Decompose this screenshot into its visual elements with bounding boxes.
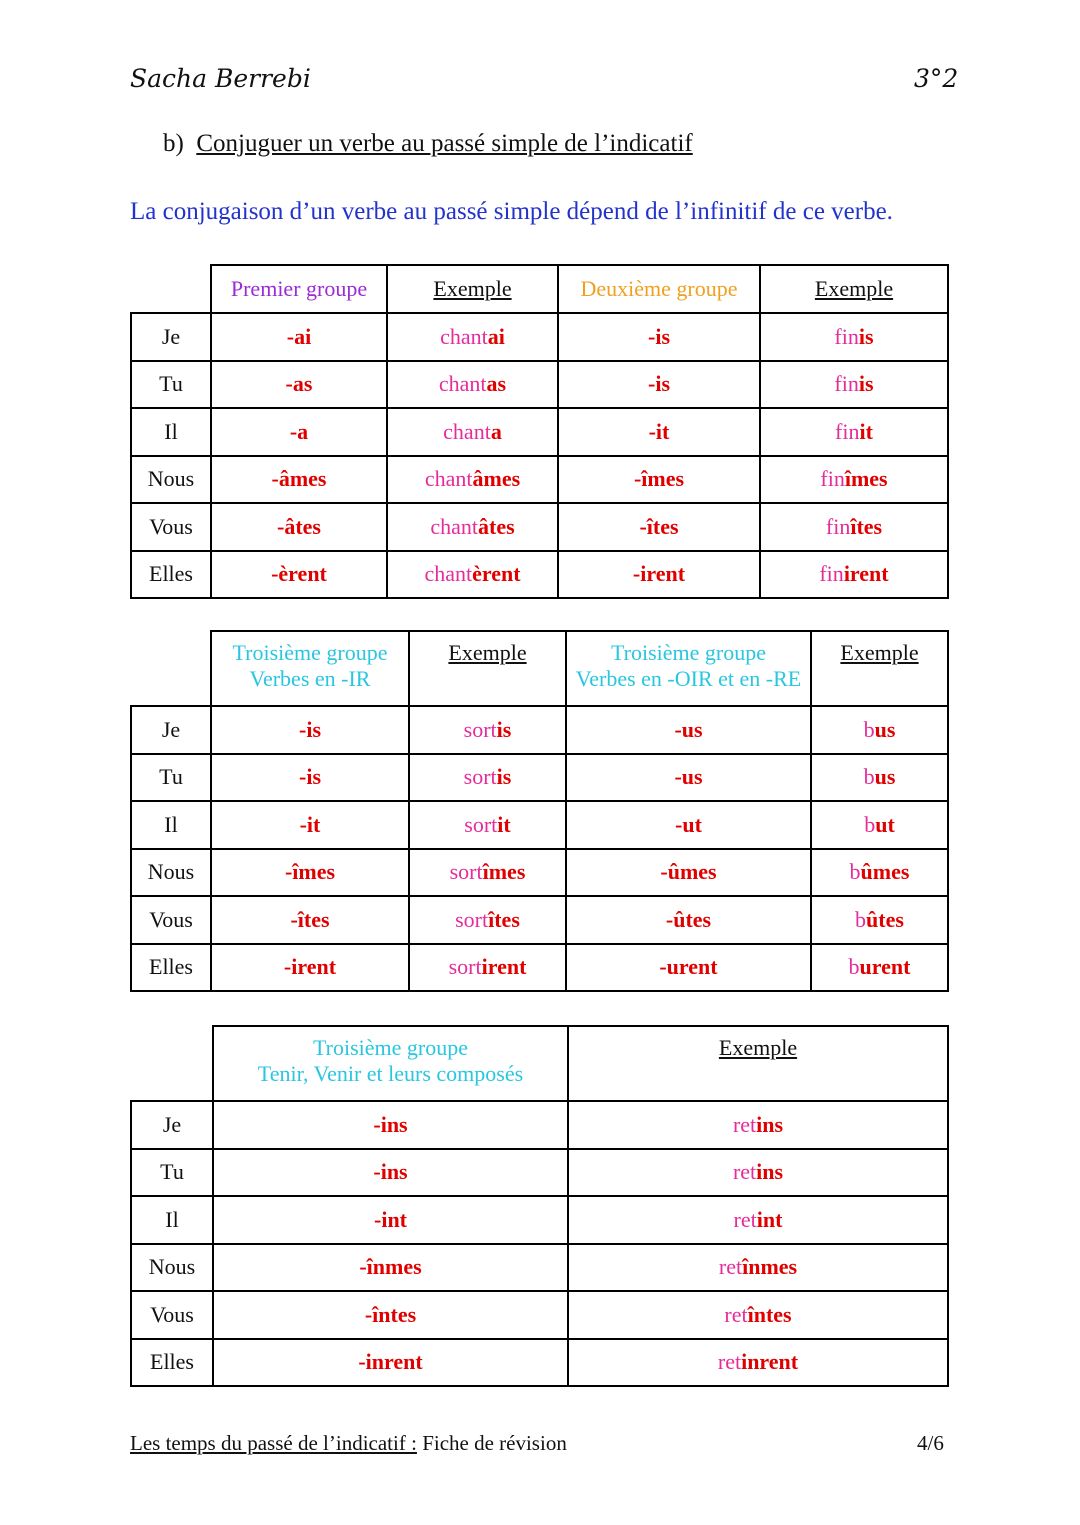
table-row (131, 944, 948, 992)
table-row (131, 1339, 948, 1387)
example-cell (409, 944, 566, 992)
author-name: Sacha Berrebi (130, 64, 311, 93)
example-ending: is (858, 371, 874, 397)
table-row (131, 1244, 948, 1292)
example-stem: b (849, 859, 861, 885)
example-cell (409, 754, 566, 802)
pronoun-cell: Je (131, 313, 211, 361)
header-line: Troisième groupe (312, 1035, 468, 1060)
example-ending: irent (843, 561, 889, 587)
example-ending: irent (481, 954, 527, 980)
table-row (131, 408, 948, 456)
table-third-group-tenir-venir (130, 1025, 949, 1387)
table-row (131, 1149, 948, 1197)
example-cell (409, 706, 566, 754)
example-stem: sort (463, 764, 497, 790)
example-stem: chant (424, 561, 473, 587)
header-line: Verbes en -IR (249, 666, 371, 691)
header-troisieme-groupe-oir-re (566, 631, 811, 706)
table-corner (131, 1026, 213, 1101)
table-row (131, 551, 948, 599)
example-cell (811, 896, 948, 944)
table-row (131, 1196, 948, 1244)
ending-cell: -îmes (211, 849, 409, 897)
example-cell (760, 361, 948, 409)
example-ending: îmes (844, 466, 888, 492)
example-cell (387, 456, 558, 504)
table-row (131, 503, 948, 551)
class-label: 3°2 (914, 64, 959, 93)
pronoun-cell: Vous (131, 896, 211, 944)
pronoun-cell: Tu (131, 754, 211, 802)
header-line: Tenir, Venir et leurs composés (257, 1061, 524, 1086)
pronoun-cell: Tu (131, 361, 211, 409)
example-ending: îtes (488, 906, 520, 932)
footer-title (130, 1431, 567, 1456)
example-stem: b (863, 764, 875, 790)
ending-cell: -int (213, 1196, 568, 1244)
ending-cell: -ins (213, 1101, 568, 1149)
table-row (131, 361, 948, 409)
example-stem: b (848, 954, 860, 980)
table-row (131, 456, 948, 504)
table-first-second-group (130, 264, 949, 599)
example-ending: ûmes (860, 859, 910, 885)
table-row (131, 849, 948, 897)
pronoun-cell: Nous (131, 849, 211, 897)
example-stem: fin (820, 466, 845, 492)
example-cell (568, 1149, 948, 1197)
example-ending: îmes (482, 859, 526, 885)
header-exemple: Exemple (568, 1026, 948, 1101)
pronoun-cell: Elles (131, 551, 211, 599)
header-troisieme-groupe-ir (211, 631, 409, 706)
ending-cell: -is (558, 313, 760, 361)
table-corner (131, 631, 211, 706)
example-cell (760, 503, 948, 551)
example-stem: fin (819, 561, 844, 587)
table-row (131, 706, 948, 754)
ending-cell: -a (211, 408, 387, 456)
example-cell (387, 503, 558, 551)
header-exemple: Exemple (409, 631, 566, 706)
pronoun-cell: Elles (131, 1339, 213, 1387)
ending-cell: -ûmes (566, 849, 811, 897)
footer-title-rest: Fiche de révision (416, 1431, 567, 1455)
ending-cell: -îmes (558, 456, 760, 504)
ending-cell: -is (211, 706, 409, 754)
example-cell (760, 408, 948, 456)
example-cell (760, 456, 948, 504)
table-row (131, 896, 948, 944)
example-stem: b (864, 811, 876, 837)
pronoun-cell: Tu (131, 1149, 213, 1197)
example-cell (760, 551, 948, 599)
example-cell (568, 1339, 948, 1387)
example-stem: sort (449, 859, 483, 885)
example-cell (811, 754, 948, 802)
example-cell (409, 801, 566, 849)
pronoun-cell: Je (131, 1101, 213, 1149)
example-ending: ai (487, 323, 505, 349)
page-number: 4/6 (917, 1431, 944, 1455)
example-ending: înmes (742, 1254, 798, 1280)
example-ending: âtes (478, 513, 515, 539)
example-ending: ins (756, 1111, 784, 1137)
ending-cell: -îtes (211, 896, 409, 944)
ending-cell: -urent (566, 944, 811, 992)
table-third-group-ir-oir-re (130, 630, 949, 992)
example-ending: inrent (741, 1349, 799, 1375)
example-stem: chant (440, 323, 488, 349)
example-cell (811, 801, 948, 849)
example-stem: fin (834, 371, 859, 397)
example-cell (387, 361, 558, 409)
example-stem: ret (718, 1254, 743, 1280)
pronoun-cell: Elles (131, 944, 211, 992)
ending-cell: -us (566, 754, 811, 802)
ending-cell: -âtes (211, 503, 387, 551)
header-exemple: Exemple (760, 265, 948, 313)
ending-cell: -întes (213, 1291, 568, 1339)
example-stem: ret (733, 1206, 757, 1232)
example-cell (568, 1291, 948, 1339)
example-ending: it (497, 811, 511, 837)
example-cell (568, 1101, 948, 1149)
footer-title-underlined: Les temps du passé de l’indicatif : (130, 1431, 417, 1455)
example-ending: is (496, 716, 512, 742)
ending-cell: -is (558, 361, 760, 409)
table-corner (131, 265, 211, 313)
table-row (131, 754, 948, 802)
example-ending: ins (756, 1159, 784, 1185)
header-premier-groupe: Premier groupe (211, 265, 387, 313)
example-stem: fin (825, 513, 851, 539)
ending-cell: -irent (211, 944, 409, 992)
example-ending: ut (875, 811, 895, 837)
ending-cell: -ûtes (566, 896, 811, 944)
example-cell (387, 313, 558, 361)
example-stem: ret (724, 1301, 748, 1327)
header-troisieme-groupe-tenir-venir (213, 1026, 568, 1101)
ending-cell: -irent (558, 551, 760, 599)
example-ending: urent (859, 954, 911, 980)
table-row (131, 801, 948, 849)
ending-cell: -is (211, 754, 409, 802)
example-stem: chant (424, 466, 473, 492)
example-ending: îtes (850, 513, 883, 539)
example-ending: ûtes (866, 906, 904, 932)
table-row (131, 1101, 948, 1149)
pronoun-cell: Vous (131, 503, 211, 551)
pronoun-cell: Vous (131, 1291, 213, 1339)
example-stem: chant (430, 513, 478, 539)
example-cell (387, 551, 558, 599)
example-stem: sort (463, 716, 497, 742)
section-letter: b) (163, 130, 184, 157)
example-ending: it (859, 418, 873, 444)
example-cell (760, 313, 948, 361)
example-cell (811, 944, 948, 992)
ending-cell: -îtes (558, 503, 760, 551)
example-cell (387, 408, 558, 456)
pronoun-cell: Nous (131, 456, 211, 504)
ending-cell: -it (211, 801, 409, 849)
pronoun-cell: Nous (131, 1244, 213, 1292)
example-stem: chant (438, 371, 487, 397)
example-stem: ret (717, 1349, 742, 1375)
ending-cell: -înmes (213, 1244, 568, 1292)
example-ending: èrent (472, 561, 521, 587)
example-ending: as (486, 371, 507, 397)
example-ending: int (756, 1206, 783, 1232)
header-line: Troisième groupe (610, 640, 766, 665)
example-stem: sort (448, 954, 482, 980)
example-stem: sort (464, 811, 498, 837)
example-cell (568, 1196, 948, 1244)
ending-cell: -âmes (211, 456, 387, 504)
example-cell (811, 706, 948, 754)
intro-text: La conjugaison d’un verbe au passé simple dépend de l’infinitif de ce verbe. (130, 198, 893, 225)
ending-cell: -it (558, 408, 760, 456)
header-deuxieme-groupe: Deuxième groupe (558, 265, 760, 313)
example-ending: a (490, 418, 502, 444)
example-cell (568, 1244, 948, 1292)
ending-cell: -ins (213, 1149, 568, 1197)
section-heading (163, 130, 693, 158)
example-stem: b (863, 716, 875, 742)
example-stem: fin (834, 323, 859, 349)
example-ending: us (874, 764, 896, 790)
ending-cell: -inrent (213, 1339, 568, 1387)
header-line: Troisième groupe (232, 640, 388, 665)
example-stem: chant (443, 418, 491, 444)
pronoun-cell: Il (131, 408, 211, 456)
example-cell (811, 849, 948, 897)
ending-cell: -as (211, 361, 387, 409)
example-stem: ret (732, 1159, 757, 1185)
ending-cell: -us (566, 706, 811, 754)
ending-cell: -ai (211, 313, 387, 361)
example-ending: us (874, 716, 896, 742)
example-stem: b (855, 906, 867, 932)
pronoun-cell: Je (131, 706, 211, 754)
example-stem: ret (732, 1111, 757, 1137)
pronoun-cell: Il (131, 801, 211, 849)
example-cell (409, 896, 566, 944)
example-ending: is (496, 764, 512, 790)
example-ending: âmes (472, 466, 521, 492)
table-row (131, 313, 948, 361)
table-row (131, 1291, 948, 1339)
ending-cell: -ut (566, 801, 811, 849)
header-exemple: Exemple (387, 265, 558, 313)
section-title: Conjuguer un verbe au passé simple de l’indicatif (196, 130, 693, 157)
example-stem: sort (455, 906, 489, 932)
ending-cell: -èrent (211, 551, 387, 599)
example-cell (409, 849, 566, 897)
example-ending: is (858, 323, 874, 349)
example-ending: întes (747, 1301, 792, 1327)
header-exemple: Exemple (811, 631, 948, 706)
header-line: Verbes en -OIR et en -RE (575, 666, 802, 691)
pronoun-cell: Il (131, 1196, 213, 1244)
example-stem: fin (835, 418, 860, 444)
